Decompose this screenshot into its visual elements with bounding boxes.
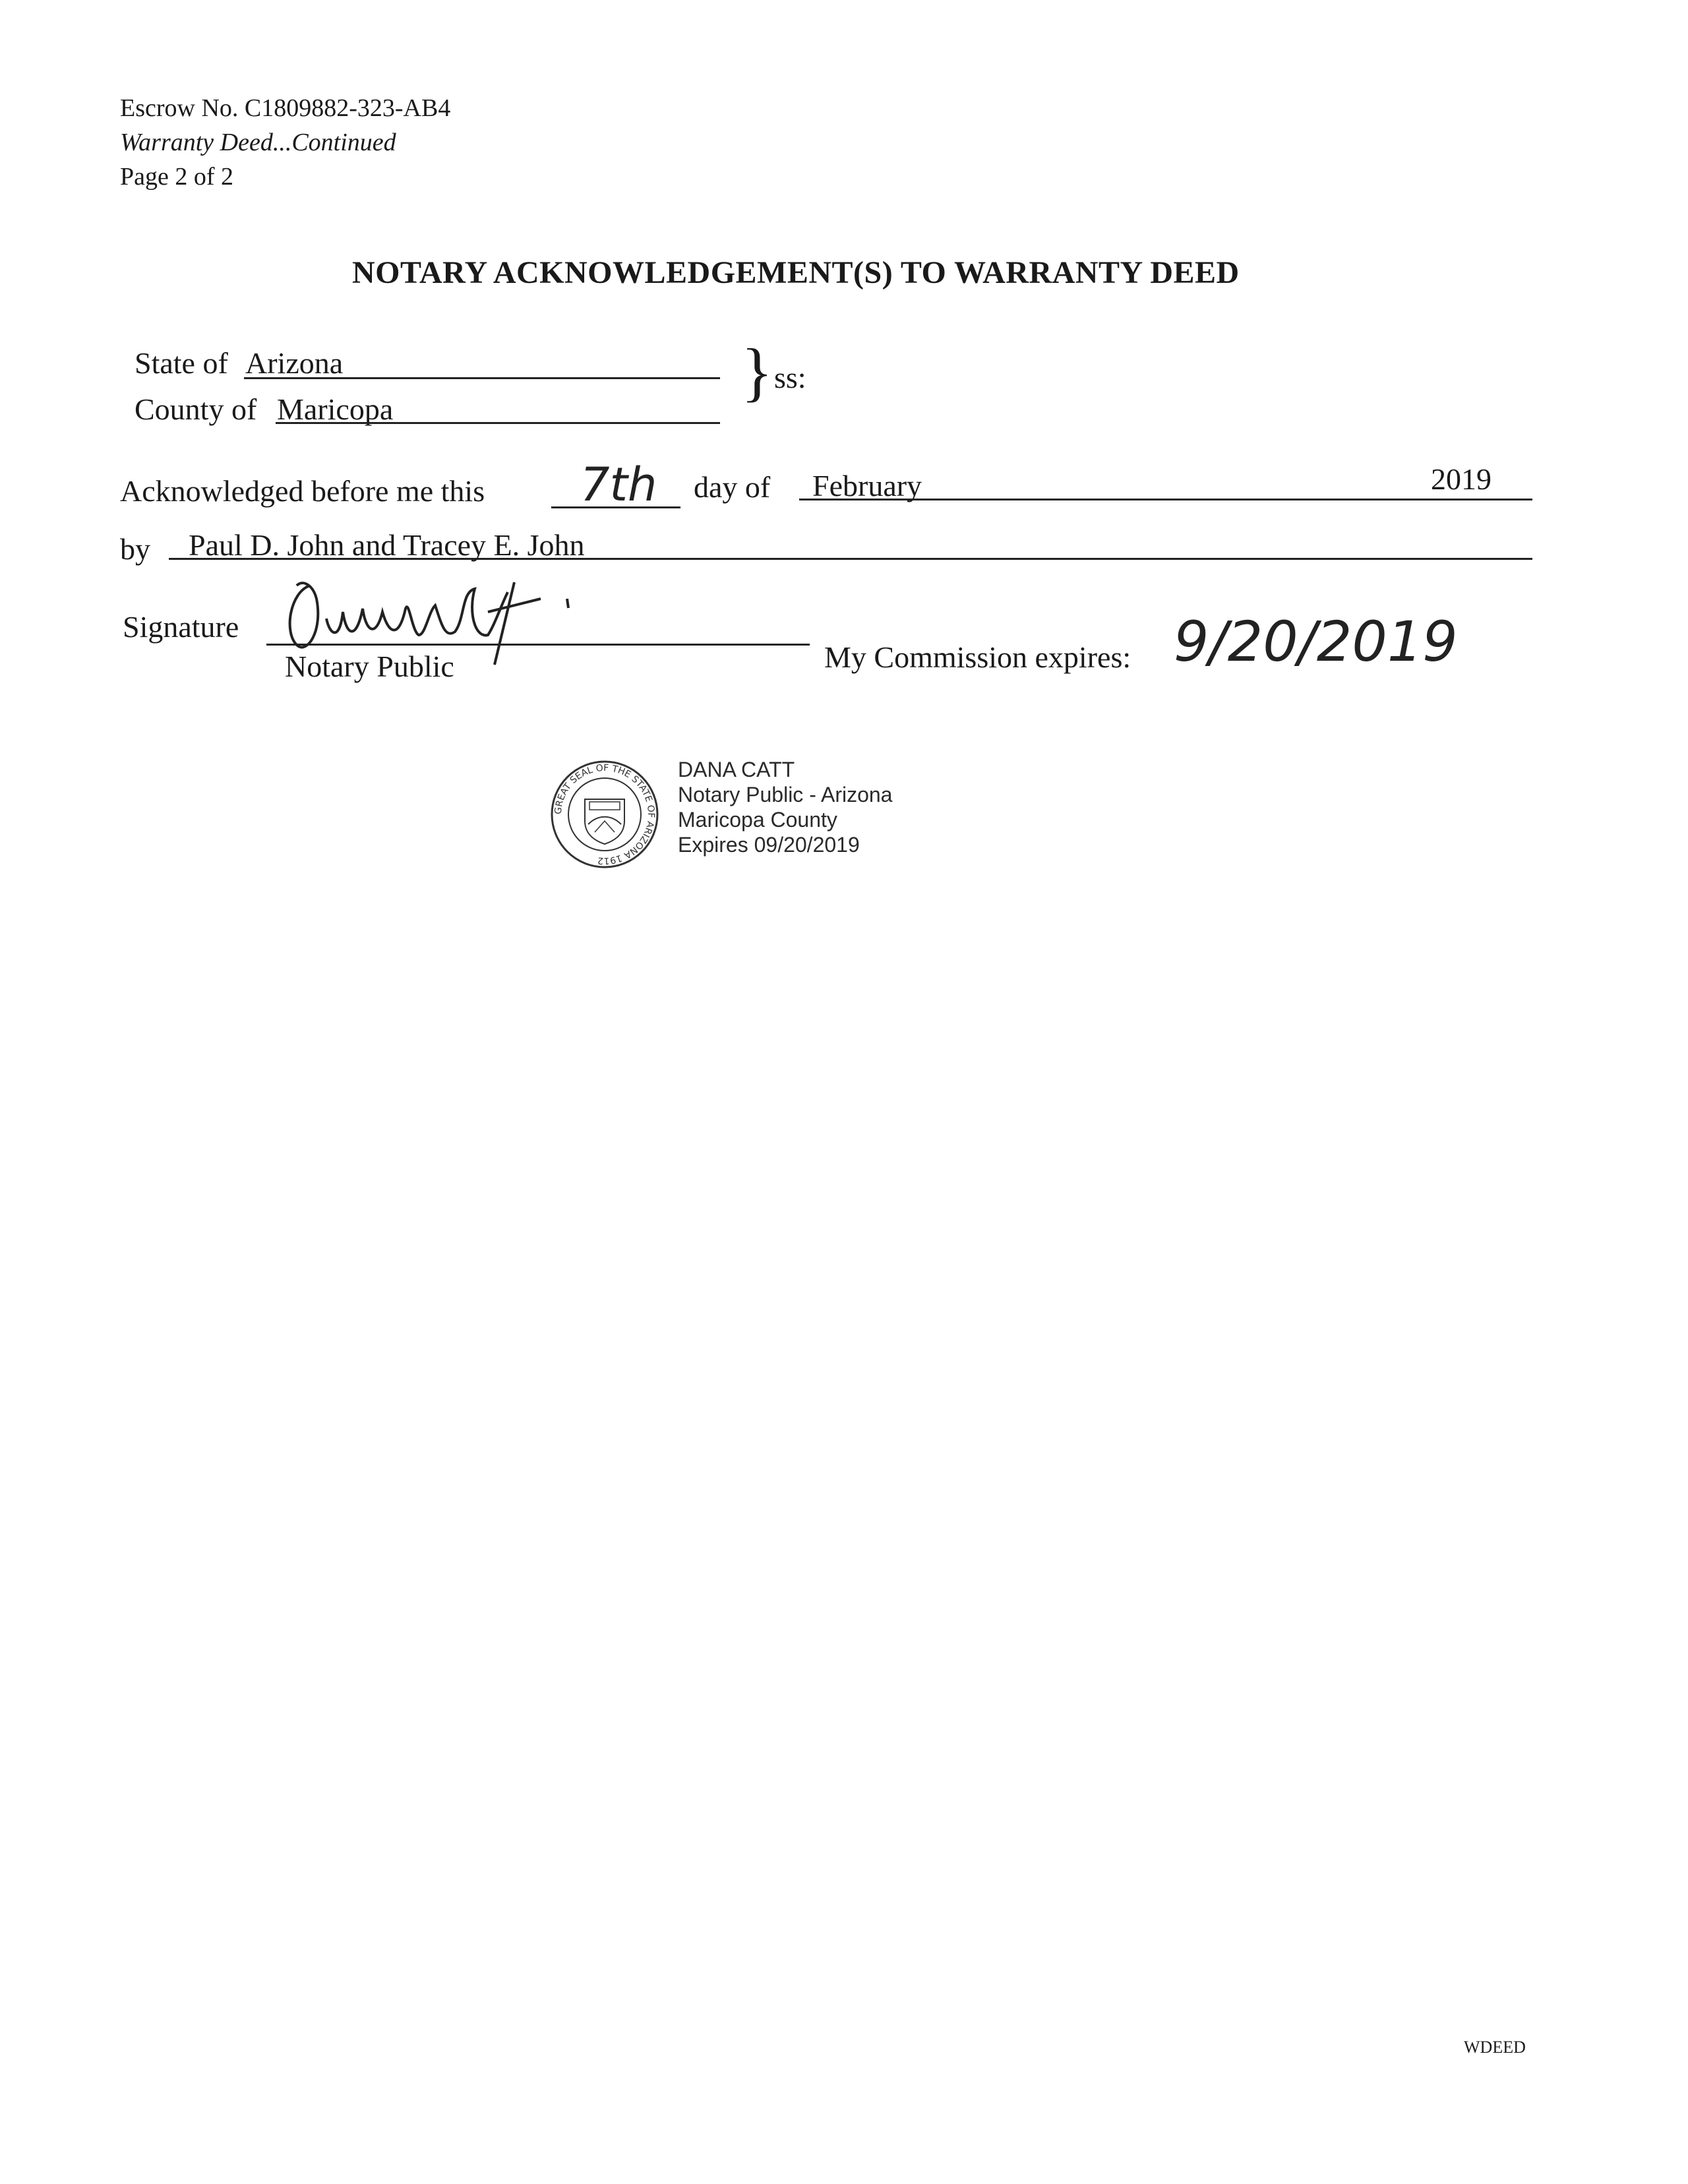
- document-continued-label: Warranty Deed...Continued: [120, 129, 396, 156]
- document-title: NOTARY ACKNOWLEDGEMENT(S) TO WARRANTY DEED: [352, 255, 1240, 290]
- notary-public-label: Notary Public: [285, 650, 454, 683]
- by-value: Paul D. John and Tracey E. John: [189, 528, 585, 562]
- stamp-expires: Expires 09/20/2019: [678, 833, 860, 857]
- month-value: February: [812, 469, 922, 502]
- escrow-number: Escrow No. C1809882-323-AB4: [120, 94, 451, 122]
- day-underline: [551, 506, 680, 508]
- page-number: Page 2 of 2: [120, 163, 234, 191]
- county-underline: [276, 422, 720, 424]
- commission-value: 9/20/2019: [1174, 609, 1458, 674]
- form-code: WDEED: [1464, 2038, 1526, 2057]
- stamp-name: DANA CATT: [678, 758, 795, 781]
- day-value: 7th: [580, 458, 657, 512]
- state-value: Arizona: [245, 346, 344, 380]
- arizona-state-seal: [549, 758, 661, 870]
- state-underline: [244, 377, 720, 379]
- ss-label: ss:: [774, 361, 806, 394]
- by-label: by: [120, 532, 150, 566]
- county-label: County of: [135, 392, 257, 426]
- commission-label: My Commission expires:: [824, 640, 1131, 674]
- signature-label: Signature: [123, 610, 239, 644]
- year-value: 2019: [1431, 462, 1492, 496]
- seal-text: GREAT SEAL OF THE STATE OF ARIZONA 1912: [553, 762, 657, 866]
- month-year-underline: [799, 499, 1532, 501]
- day-of-label: day of: [694, 470, 771, 504]
- state-label: State of: [135, 346, 228, 380]
- acknowledged-label: Acknowledged before me this: [120, 474, 485, 508]
- venue-brace: }: [741, 335, 773, 408]
- stamp-title: Notary Public - Arizona: [678, 783, 893, 806]
- by-underline: [169, 558, 1532, 560]
- county-value: Maricopa: [277, 392, 394, 426]
- signature-script: Danacatt: [277, 572, 280, 573]
- stamp-county: Maricopa County: [678, 808, 837, 832]
